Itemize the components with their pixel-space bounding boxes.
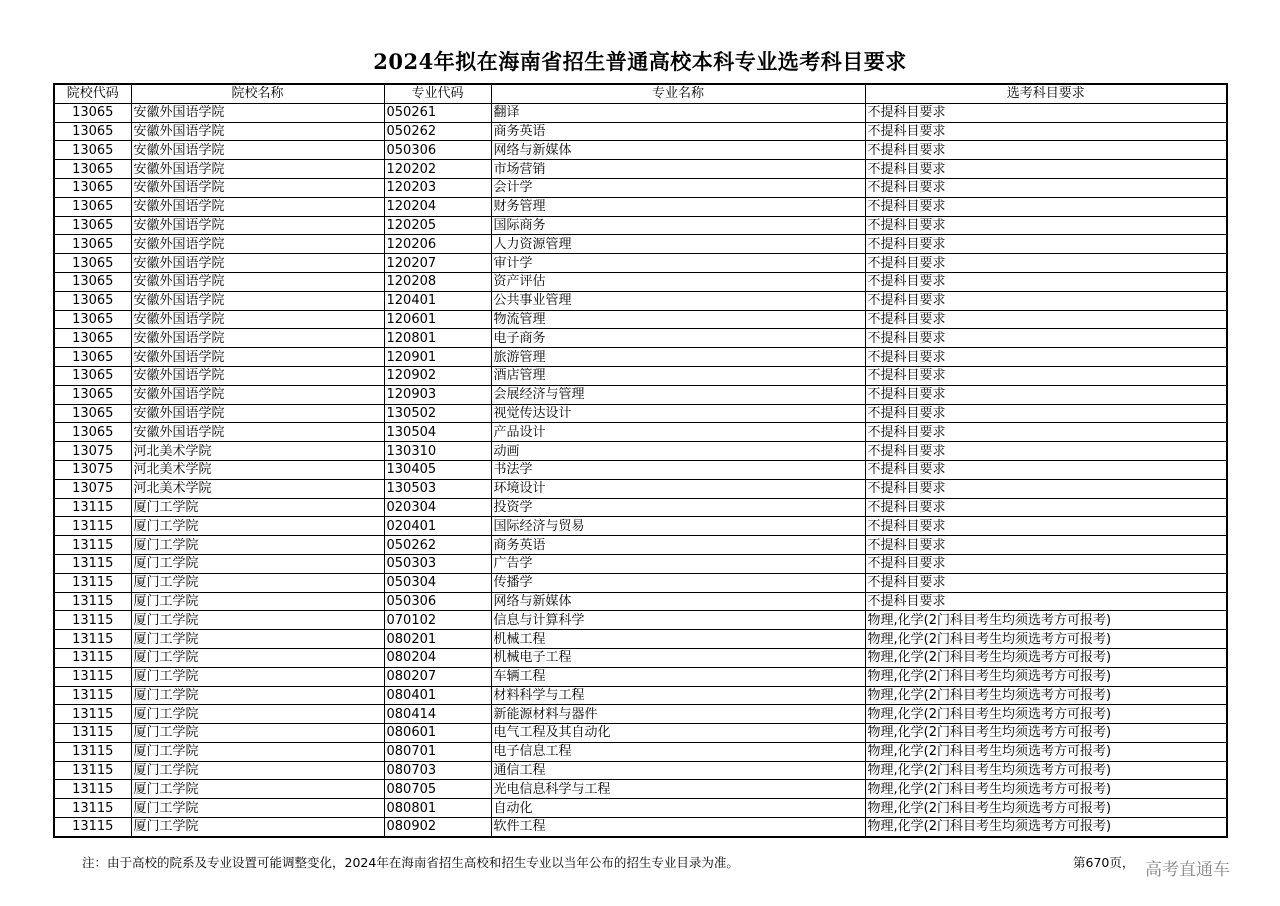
- cell-school-name: 厦门工学院: [131, 554, 384, 573]
- cell-school-name: 厦门工学院: [131, 498, 384, 517]
- cell-school-code: 13065: [54, 122, 131, 141]
- cell-school-name: 厦门工学院: [131, 630, 384, 649]
- cell-school-name: 厦门工学院: [131, 592, 384, 611]
- cell-school-name: 安徽外国语学院: [131, 103, 384, 122]
- requirements-table: [53, 83, 1228, 838]
- cell-school-code: 13065: [54, 423, 131, 442]
- cell-major-name: 会计学: [491, 178, 865, 197]
- cell-major-code: 080902: [384, 818, 491, 837]
- cell-major-code: 080701: [384, 742, 491, 761]
- table-row: [54, 667, 1227, 686]
- cell-major-name: 产品设计: [491, 423, 865, 442]
- cell-major-code: 130504: [384, 423, 491, 442]
- table-row: [54, 103, 1227, 122]
- cell-major-name: 广告学: [491, 554, 865, 573]
- cell-school-name: 厦门工学院: [131, 761, 384, 780]
- cell-subject-requirement: 不提科目要求: [865, 291, 1227, 310]
- cell-major-code: 120902: [384, 366, 491, 385]
- cell-school-code: 13115: [54, 686, 131, 705]
- table-row: [54, 423, 1227, 442]
- cell-school-name: 安徽外国语学院: [131, 385, 384, 404]
- cell-major-code: 120903: [384, 385, 491, 404]
- cell-school-name: 厦门工学院: [131, 517, 384, 536]
- cell-subject-requirement: 不提科目要求: [865, 197, 1227, 216]
- cell-subject-requirement: 不提科目要求: [865, 216, 1227, 235]
- cell-subject-requirement: 物理,化学(2门科目考生均须选考方可报考): [865, 780, 1227, 799]
- cell-subject-requirement: 不提科目要求: [865, 385, 1227, 404]
- cell-school-name: 厦门工学院: [131, 742, 384, 761]
- cell-major-name: 材料科学与工程: [491, 686, 865, 705]
- cell-major-code: 020401: [384, 517, 491, 536]
- cell-major-name: 环境设计: [491, 479, 865, 498]
- cell-subject-requirement: 不提科目要求: [865, 254, 1227, 273]
- table-row: [54, 291, 1227, 310]
- cell-major-name: 翻译: [491, 103, 865, 122]
- cell-major-code: 120801: [384, 329, 491, 348]
- table-row: [54, 479, 1227, 498]
- cell-major-name: 传播学: [491, 573, 865, 592]
- cell-subject-requirement: 物理,化学(2门科目考生均须选考方可报考): [865, 611, 1227, 630]
- cell-subject-requirement: 物理,化学(2门科目考生均须选考方可报考): [865, 648, 1227, 667]
- cell-major-code: 120601: [384, 310, 491, 329]
- cell-school-name: 安徽外国语学院: [131, 329, 384, 348]
- cell-major-name: 国际商务: [491, 216, 865, 235]
- cell-school-code: 13115: [54, 761, 131, 780]
- cell-subject-requirement: 不提科目要求: [865, 103, 1227, 122]
- cell-subject-requirement: 物理,化学(2门科目考生均须选考方可报考): [865, 705, 1227, 724]
- cell-school-name: 厦门工学院: [131, 667, 384, 686]
- cell-major-code: 080207: [384, 667, 491, 686]
- table-row: [54, 554, 1227, 573]
- cell-major-code: 120202: [384, 160, 491, 179]
- footnote: 注：由于高校的院系及专业设置可能调整变化，2024年在海南省招生高校和招生专业以当年公布的招生专业目录为准。: [82, 855, 739, 870]
- cell-major-code: 120205: [384, 216, 491, 235]
- cell-major-name: 电气工程及其自动化: [491, 724, 865, 743]
- cell-major-code: 050303: [384, 554, 491, 573]
- cell-major-name: 商务英语: [491, 536, 865, 555]
- table-row: [54, 498, 1227, 517]
- cell-major-code: 050304: [384, 573, 491, 592]
- cell-school-name: 厦门工学院: [131, 573, 384, 592]
- cell-major-name: 国际经济与贸易: [491, 517, 865, 536]
- table-row: [54, 329, 1227, 348]
- cell-major-code: 050262: [384, 122, 491, 141]
- cell-subject-requirement: 不提科目要求: [865, 554, 1227, 573]
- cell-school-code: 13115: [54, 498, 131, 517]
- cell-major-name: 电子商务: [491, 329, 865, 348]
- cell-subject-requirement: 不提科目要求: [865, 366, 1227, 385]
- cell-school-name: 安徽外国语学院: [131, 122, 384, 141]
- cell-school-code: 13065: [54, 197, 131, 216]
- cell-major-name: 新能源材料与器件: [491, 705, 865, 724]
- cell-major-name: 软件工程: [491, 818, 865, 837]
- cell-subject-requirement: 不提科目要求: [865, 178, 1227, 197]
- table-row: [54, 536, 1227, 555]
- table-row: [54, 254, 1227, 273]
- cell-subject-requirement: 不提科目要求: [865, 536, 1227, 555]
- table-row: [54, 442, 1227, 461]
- cell-school-name: 河北美术学院: [131, 479, 384, 498]
- cell-major-name: 通信工程: [491, 761, 865, 780]
- cell-major-code: 120203: [384, 178, 491, 197]
- table-row: [54, 366, 1227, 385]
- page-title: 2024年拟在海南省招生普通高校本科专业选考科目要求: [373, 49, 907, 74]
- cell-major-name: 会展经济与管理: [491, 385, 865, 404]
- cell-school-name: 安徽外国语学院: [131, 366, 384, 385]
- cell-major-code: 130503: [384, 479, 491, 498]
- table-row: [54, 630, 1227, 649]
- cell-major-code: 120204: [384, 197, 491, 216]
- cell-school-code: 13115: [54, 630, 131, 649]
- cell-school-code: 13075: [54, 479, 131, 498]
- cell-major-code: 120206: [384, 235, 491, 254]
- cell-major-code: 050261: [384, 103, 491, 122]
- table-row: [54, 460, 1227, 479]
- cell-school-code: 13065: [54, 310, 131, 329]
- cell-school-name: 安徽外国语学院: [131, 272, 384, 291]
- table-row: [54, 742, 1227, 761]
- cell-major-code: 080801: [384, 799, 491, 818]
- cell-school-code: 13115: [54, 742, 131, 761]
- table-row: [54, 517, 1227, 536]
- cell-school-code: 13075: [54, 460, 131, 479]
- cell-school-name: 安徽外国语学院: [131, 291, 384, 310]
- cell-major-name: 动画: [491, 442, 865, 461]
- cell-subject-requirement: 不提科目要求: [865, 329, 1227, 348]
- table-row: [54, 592, 1227, 611]
- cell-major-code: 080705: [384, 780, 491, 799]
- cell-subject-requirement: 不提科目要求: [865, 423, 1227, 442]
- cell-major-code: 130502: [384, 404, 491, 423]
- cell-school-name: 安徽外国语学院: [131, 348, 384, 367]
- cell-major-code: 080401: [384, 686, 491, 705]
- table-row: [54, 122, 1227, 141]
- cell-school-code: 13065: [54, 178, 131, 197]
- cell-major-code: 080204: [384, 648, 491, 667]
- cell-school-name: 厦门工学院: [131, 724, 384, 743]
- cell-school-code: 13065: [54, 291, 131, 310]
- cell-school-name: 河北美术学院: [131, 460, 384, 479]
- cell-school-name: 安徽外国语学院: [131, 178, 384, 197]
- cell-subject-requirement: 不提科目要求: [865, 592, 1227, 611]
- cell-major-code: 080414: [384, 705, 491, 724]
- cell-school-name: 厦门工学院: [131, 705, 384, 724]
- cell-subject-requirement: 物理,化学(2门科目考生均须选考方可报考): [865, 799, 1227, 818]
- cell-major-code: 120901: [384, 348, 491, 367]
- cell-major-code: 080201: [384, 630, 491, 649]
- cell-school-name: 厦门工学院: [131, 536, 384, 555]
- cell-major-code: 080703: [384, 761, 491, 780]
- cell-subject-requirement: 物理,化学(2门科目考生均须选考方可报考): [865, 742, 1227, 761]
- cell-school-code: 13065: [54, 404, 131, 423]
- cell-major-name: 车辆工程: [491, 667, 865, 686]
- cell-subject-requirement: 物理,化学(2门科目考生均须选考方可报考): [865, 761, 1227, 780]
- cell-subject-requirement: 不提科目要求: [865, 141, 1227, 160]
- cell-major-name: 电子信息工程: [491, 742, 865, 761]
- cell-major-name: 网络与新媒体: [491, 592, 865, 611]
- table-row: [54, 310, 1227, 329]
- table-row: [54, 385, 1227, 404]
- cell-school-name: 河北美术学院: [131, 442, 384, 461]
- table-row: [54, 216, 1227, 235]
- watermark: 高考直通车: [1145, 860, 1230, 880]
- cell-school-name: 安徽外国语学院: [131, 310, 384, 329]
- table-header-row: [54, 84, 1227, 103]
- page-number: 第670页，: [1073, 855, 1135, 870]
- cell-school-name: 厦门工学院: [131, 818, 384, 837]
- cell-school-name: 厦门工学院: [131, 686, 384, 705]
- table-row: [54, 611, 1227, 630]
- cell-school-name: 厦门工学院: [131, 648, 384, 667]
- cell-major-name: 光电信息科学与工程: [491, 780, 865, 799]
- cell-school-name: 厦门工学院: [131, 799, 384, 818]
- cell-major-name: 市场营销: [491, 160, 865, 179]
- header-school-code: 院校代码: [54, 84, 131, 103]
- cell-subject-requirement: 不提科目要求: [865, 479, 1227, 498]
- cell-school-name: 厦门工学院: [131, 780, 384, 799]
- table-row: [54, 724, 1227, 743]
- cell-school-code: 13115: [54, 667, 131, 686]
- cell-school-code: 13115: [54, 573, 131, 592]
- cell-subject-requirement: 不提科目要求: [865, 460, 1227, 479]
- cell-school-code: 13065: [54, 141, 131, 160]
- table-row: [54, 160, 1227, 179]
- table-row: [54, 404, 1227, 423]
- cell-school-name: 安徽外国语学院: [131, 141, 384, 160]
- cell-major-name: 视觉传达设计: [491, 404, 865, 423]
- cell-school-code: 13115: [54, 592, 131, 611]
- cell-major-name: 人力资源管理: [491, 235, 865, 254]
- cell-school-code: 13075: [54, 442, 131, 461]
- cell-school-code: 13115: [54, 554, 131, 573]
- cell-school-code: 13065: [54, 272, 131, 291]
- cell-major-name: 机械电子工程: [491, 648, 865, 667]
- cell-school-code: 13065: [54, 348, 131, 367]
- cell-school-code: 13115: [54, 536, 131, 555]
- cell-subject-requirement: 物理,化学(2门科目考生均须选考方可报考): [865, 724, 1227, 743]
- cell-school-code: 13115: [54, 517, 131, 536]
- cell-major-name: 书法学: [491, 460, 865, 479]
- cell-subject-requirement: 不提科目要求: [865, 442, 1227, 461]
- cell-school-code: 13115: [54, 724, 131, 743]
- cell-school-code: 13065: [54, 254, 131, 273]
- cell-major-code: 120208: [384, 272, 491, 291]
- header-major-code: 专业代码: [384, 84, 491, 103]
- cell-major-code: 050306: [384, 592, 491, 611]
- cell-major-name: 酒店管理: [491, 366, 865, 385]
- cell-major-code: 070102: [384, 611, 491, 630]
- cell-school-code: 13065: [54, 160, 131, 179]
- table-row: [54, 761, 1227, 780]
- table-row: [54, 348, 1227, 367]
- cell-school-name: 安徽外国语学院: [131, 197, 384, 216]
- cell-major-code: 020304: [384, 498, 491, 517]
- cell-school-code: 13115: [54, 780, 131, 799]
- cell-major-code: 130310: [384, 442, 491, 461]
- table-row: [54, 780, 1227, 799]
- table-row: [54, 272, 1227, 291]
- cell-school-code: 13065: [54, 216, 131, 235]
- cell-major-code: 120401: [384, 291, 491, 310]
- table-row: [54, 705, 1227, 724]
- cell-major-name: 资产评估: [491, 272, 865, 291]
- cell-school-code: 13065: [54, 329, 131, 348]
- cell-school-name: 安徽外国语学院: [131, 404, 384, 423]
- cell-school-code: 13065: [54, 235, 131, 254]
- cell-subject-requirement: 物理,化学(2门科目考生均须选考方可报考): [865, 686, 1227, 705]
- cell-school-name: 厦门工学院: [131, 611, 384, 630]
- cell-subject-requirement: 不提科目要求: [865, 122, 1227, 141]
- cell-major-name: 商务英语: [491, 122, 865, 141]
- cell-school-code: 13115: [54, 799, 131, 818]
- table-row: [54, 235, 1227, 254]
- cell-school-name: 安徽外国语学院: [131, 235, 384, 254]
- cell-major-name: 审计学: [491, 254, 865, 273]
- cell-school-code: 13065: [54, 103, 131, 122]
- cell-school-name: 安徽外国语学院: [131, 160, 384, 179]
- table-body: [54, 103, 1227, 837]
- cell-school-code: 13065: [54, 385, 131, 404]
- cell-major-name: 机械工程: [491, 630, 865, 649]
- cell-school-name: 安徽外国语学院: [131, 254, 384, 273]
- cell-major-name: 物流管理: [491, 310, 865, 329]
- cell-school-code: 13115: [54, 648, 131, 667]
- table-row: [54, 686, 1227, 705]
- cell-school-code: 13115: [54, 818, 131, 837]
- cell-major-code: 050306: [384, 141, 491, 160]
- cell-school-code: 13115: [54, 611, 131, 630]
- cell-major-name: 信息与计算科学: [491, 611, 865, 630]
- cell-subject-requirement: 不提科目要求: [865, 272, 1227, 291]
- cell-subject-requirement: 不提科目要求: [865, 498, 1227, 517]
- cell-school-code: 13065: [54, 366, 131, 385]
- cell-school-name: 安徽外国语学院: [131, 423, 384, 442]
- cell-subject-requirement: 不提科目要求: [865, 517, 1227, 536]
- table-row: [54, 799, 1227, 818]
- header-school-name: 院校名称: [131, 84, 384, 103]
- cell-subject-requirement: 不提科目要求: [865, 404, 1227, 423]
- cell-subject-requirement: 物理,化学(2门科目考生均须选考方可报考): [865, 818, 1227, 837]
- cell-major-code: 120207: [384, 254, 491, 273]
- cell-school-code: 13115: [54, 705, 131, 724]
- cell-subject-requirement: 不提科目要求: [865, 310, 1227, 329]
- cell-major-code: 050262: [384, 536, 491, 555]
- header-subject-requirement: 选考科目要求: [865, 84, 1227, 103]
- table-row: [54, 648, 1227, 667]
- cell-major-code: 130405: [384, 460, 491, 479]
- cell-subject-requirement: 物理,化学(2门科目考生均须选考方可报考): [865, 630, 1227, 649]
- cell-major-name: 自动化: [491, 799, 865, 818]
- cell-major-name: 旅游管理: [491, 348, 865, 367]
- table-row: [54, 818, 1227, 837]
- table-row: [54, 141, 1227, 160]
- table-row: [54, 197, 1227, 216]
- cell-school-name: 安徽外国语学院: [131, 216, 384, 235]
- cell-major-name: 网络与新媒体: [491, 141, 865, 160]
- cell-subject-requirement: 不提科目要求: [865, 348, 1227, 367]
- cell-major-name: 公共事业管理: [491, 291, 865, 310]
- cell-major-name: 财务管理: [491, 197, 865, 216]
- cell-major-code: 080601: [384, 724, 491, 743]
- table-row: [54, 178, 1227, 197]
- table-row: [54, 573, 1227, 592]
- cell-subject-requirement: 不提科目要求: [865, 160, 1227, 179]
- cell-subject-requirement: 不提科目要求: [865, 235, 1227, 254]
- cell-subject-requirement: 物理,化学(2门科目考生均须选考方可报考): [865, 667, 1227, 686]
- header-major-name: 专业名称: [491, 84, 865, 103]
- cell-subject-requirement: 不提科目要求: [865, 573, 1227, 592]
- cell-major-name: 投资学: [491, 498, 865, 517]
